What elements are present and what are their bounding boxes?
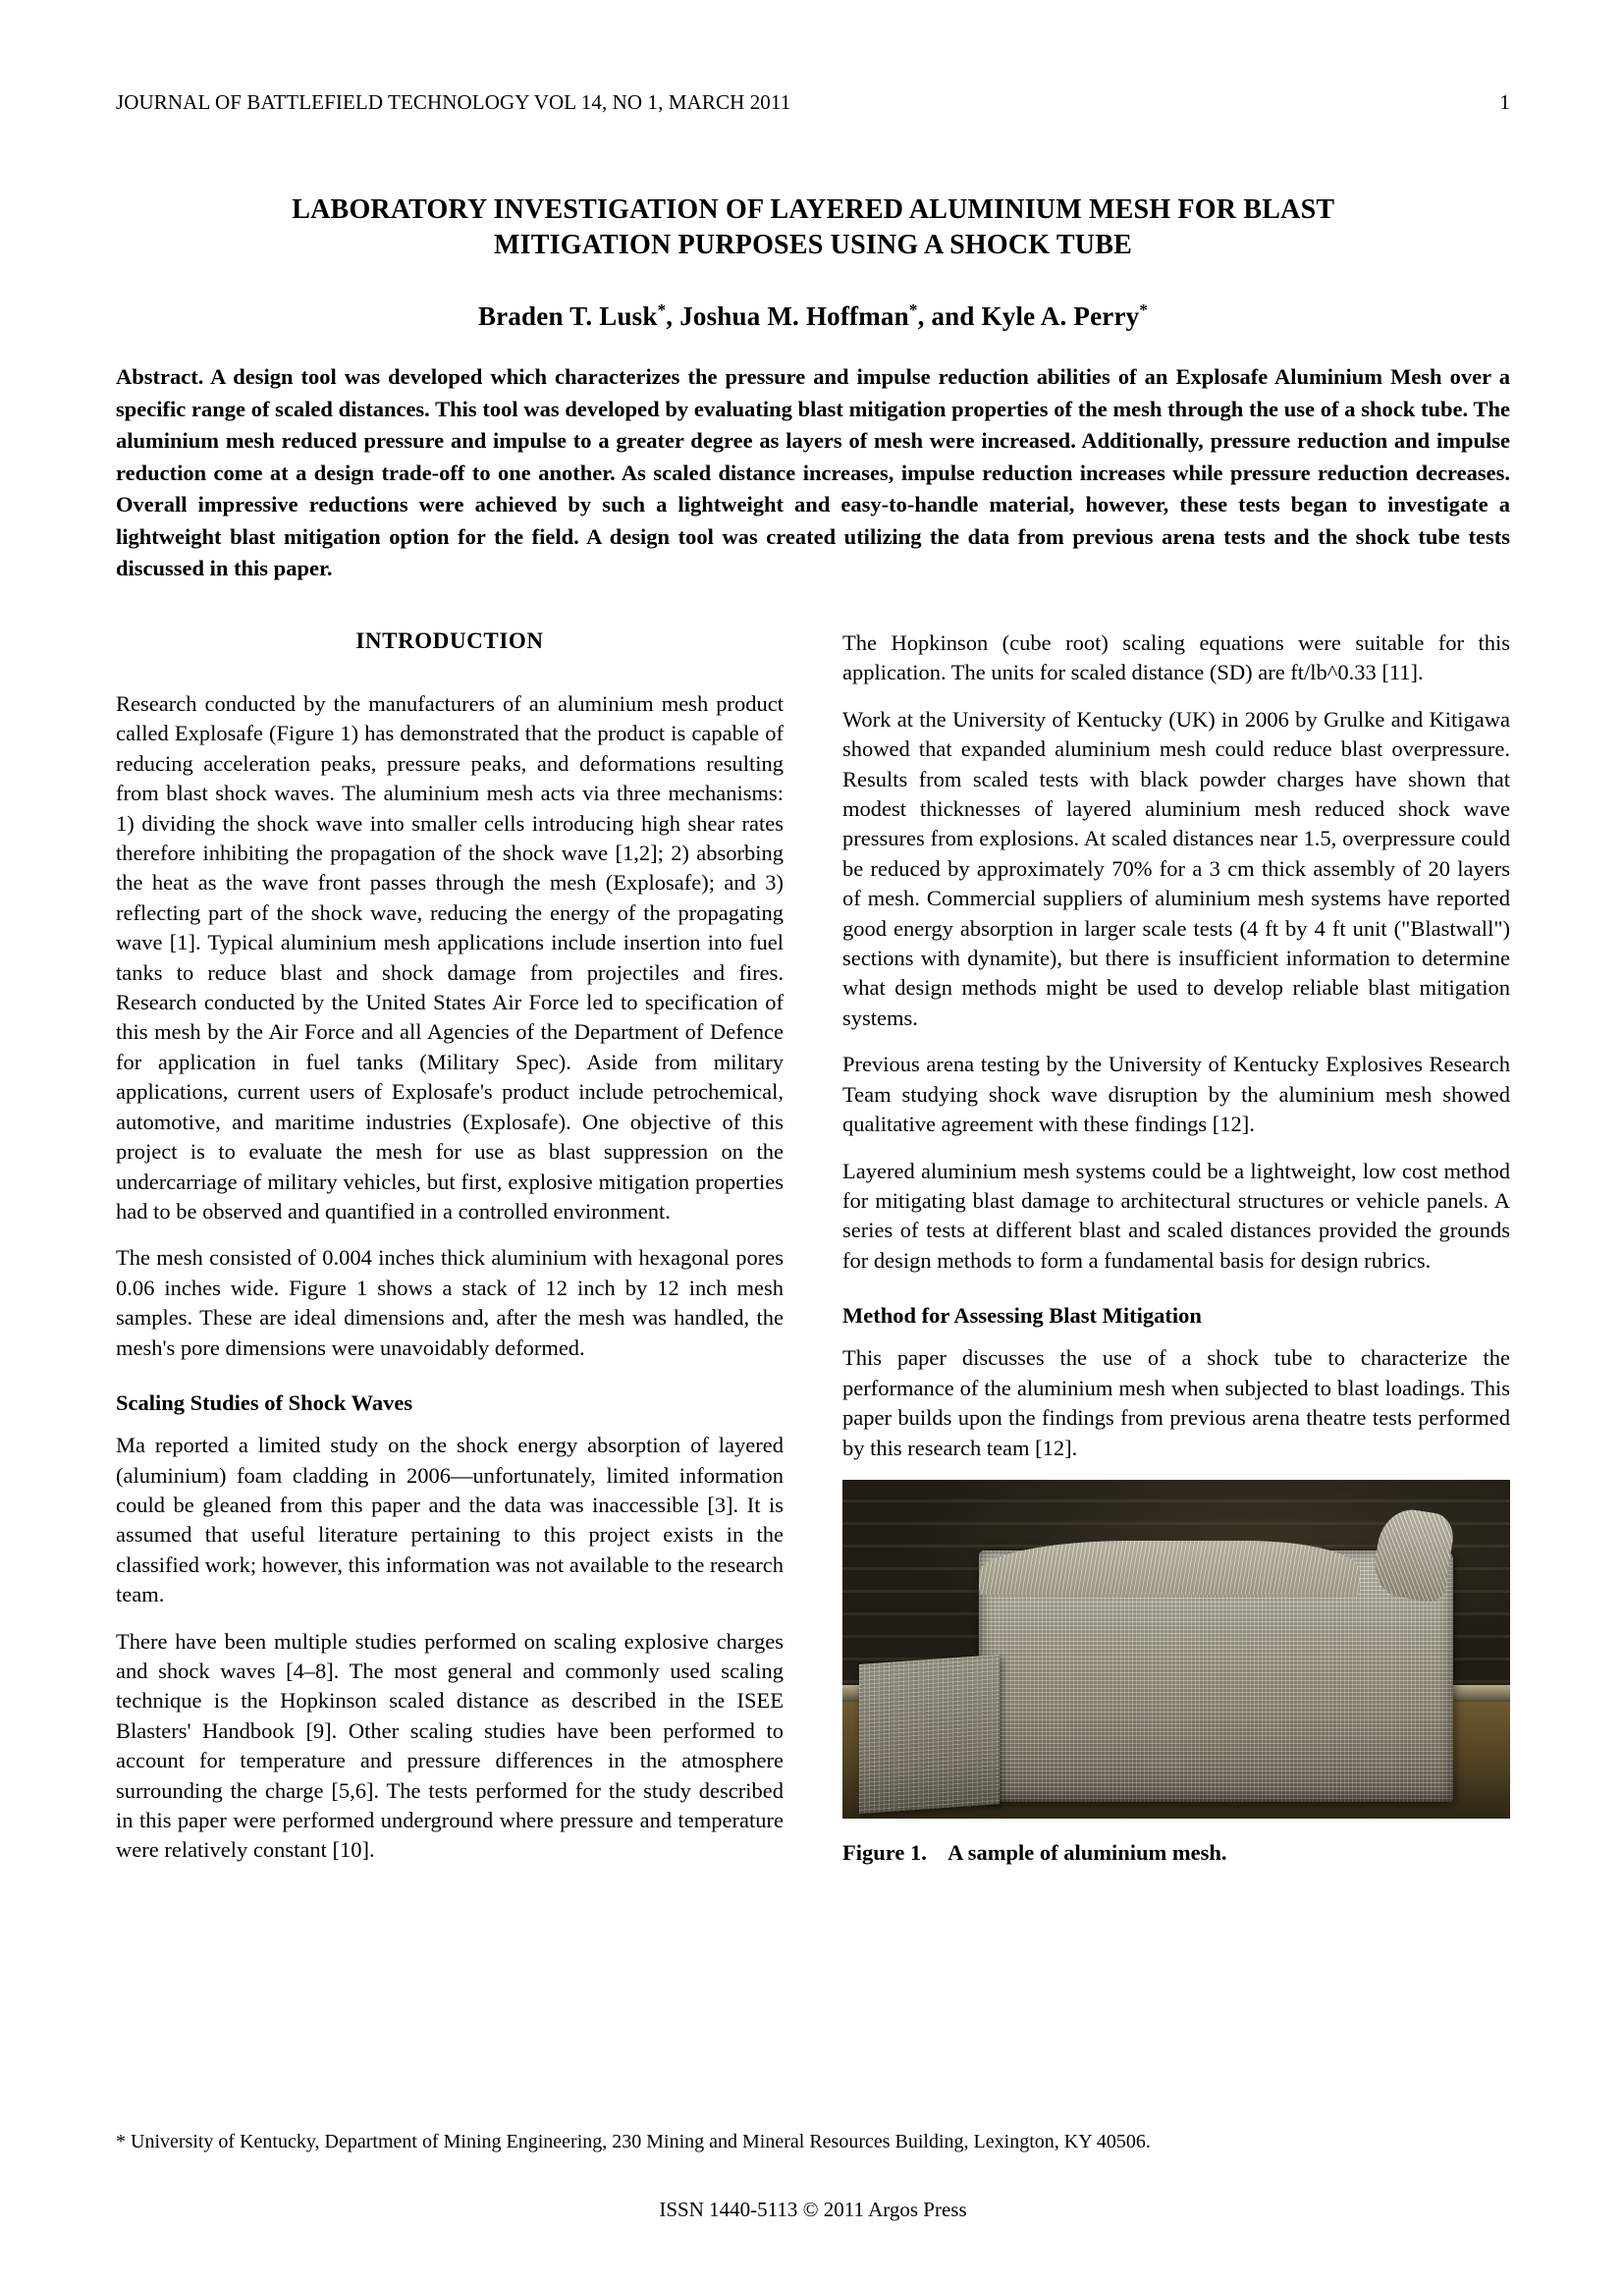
affiliation-footnote: * University of Kentucky, Department of Mining Engineering, 230 Mining and Mineral Resources Building, Lexington, KY 40506. <box>116 2131 1151 2152</box>
body-columns <box>116 628 1510 2072</box>
running-head <box>116 90 1510 115</box>
author-separator-2: , and <box>917 300 982 331</box>
author-2-affiliation-mark: * <box>908 299 918 319</box>
abstract-paragraph: Abstract. A design tool was developed which characterizes the pressure and impulse reduction abilities of an Explosafe Aluminium Mesh over a specific range of scaled distances. This tool was developed by evaluating blast mitigation properties of the mesh through the use of a shock tube. The aluminium mesh reduced pressure and impulse to a greater degree as layers of mesh were increased. Additionally, pressure reduction and impulse reduction come at a design trade-off to one another. As scaled distance increases, impulse reduction increases while pressure reduction decreases. Overall impressive reductions were achieved by such a lightweight and easy-to-handle material, however, these tests began to investigate a lightweight blast mitigation option for the field. A design tool was created utilizing the data from previous arena tests and the shock tube tests discussed in this paper. <box>116 364 1510 580</box>
mesh-top-layer <box>979 1541 1360 1595</box>
right-paragraph-2: Work at the University of Kentucky (UK) in 2006 by Grulke and Kitigawa showed that expanded aluminium mesh could reduce blast overpressure. Results from scaled tests with black powder charges have shown that modest thicknesses of layered aluminium mesh reduced shock wave pressures from explosions. At scaled distances near 1.5, overpressure could be reduced by approximately 70% for a 3 cm thick assembly of 20 layers of mesh. Commercial suppliers of aluminium mesh systems have reported good energy absorption in larger scale tests (4 ft by 4 ft unit ("Blastwall") sections with dynamite), but there is insufficient information to determine what design methods might be used to develop reliable blast mitigation systems. <box>842 706 1510 1030</box>
right-paragraph-3: Previous arena testing by the University of Kentucky Explosives Research Team studying shock wave disruption by the aluminium mesh showed qualitative agreement with these findings [12]. <box>842 1052 1510 1137</box>
author-list <box>116 300 1510 332</box>
paper-title-line1: LABORATORY INVESTIGATION OF LAYERED ALUMINIUM MESH FOR BLAST <box>292 194 1334 225</box>
paper-title-line2: MITIGATION PURPOSES USING A SHOCK TUBE <box>494 229 1132 260</box>
left-paragraph-2: The mesh consisted of 0.004 inches thick aluminium with hexagonal pores 0.06 inches wide. Figure 1 shows a stack of 12 inch by 12 inch mesh samples. These are ideal dimensions and, after the mesh was handled, the mesh's pore dimensions were unavoidably deformed. <box>116 1245 784 1360</box>
figure-1-caption: Figure 1. A sample of aluminium mesh. <box>842 1840 1227 1865</box>
left-paragraph-3: Ma reported a limited study on the shock energy absorption of layered (aluminium) foam cladding in 2006—unfortunately, limited information could be gleaned from this paper and the data was inaccessible [3]. It is assumed that useful literature pertaining to this project exists in the classified work; however, this information was not available to the research team. <box>116 1433 784 1607</box>
left-column <box>116 628 784 1882</box>
author-2: Joshua M. Hoffman <box>679 300 909 331</box>
right-column <box>842 628 1510 1866</box>
paper-title <box>224 192 1402 263</box>
right-paragraph-4: Layered aluminium mesh systems could be a lightweight, low cost method for mitigating blast damage to architectural structures or vehicle panels. A series of tests at different blast and scaled distances provided the grounds for design methods to form a fundamental basis for design rubrics. <box>842 1158 1510 1273</box>
author-3-affiliation-mark: * <box>1139 299 1149 319</box>
right-paragraph-1: The Hopkinson (cube root) scaling equations were suitable for this application. The units for scaled distance (SD) are ft/lb^0.33 [11]. <box>842 630 1510 685</box>
author-3: Kyle A. Perry <box>981 300 1140 331</box>
title-block <box>116 192 1510 332</box>
right-paragraph-5: This paper discusses the use of a shock tube to characterize the performance of the aluminium mesh when subjected to blast loadings. This paper builds upon the findings from previous arena theatre tests performed by this research team [12]. <box>842 1345 1510 1460</box>
author-1: Braden T. Lusk <box>477 300 658 331</box>
author-separator-1: , <box>666 300 680 331</box>
introduction-heading: INTRODUCTION <box>355 628 544 653</box>
author-1-affiliation-mark: * <box>657 299 667 319</box>
page-number: 1 <box>1499 90 1510 114</box>
figure-1 <box>842 1480 1510 1866</box>
scaling-studies-heading: Scaling Studies of Shock Waves <box>116 1389 413 1415</box>
journal-title: JOURNAL OF BATTLEFIELD TECHNOLOGY VOL 14, NO 1, MARCH 2011 <box>116 90 791 114</box>
mesh-single-sample <box>859 1655 1000 1814</box>
left-paragraph-1: Research conducted by the manufacturers of an aluminium mesh product called Explosafe (Figure 1) has demonstrated that the product is capable of reducing acceleration peaks, pressure peaks, and deformations resulting from blast shock waves. The aluminium mesh acts via three mechanisms: 1) dividing the shock wave into smaller cells introducing high shear rates therefore inhibiting the propagation of the shock wave [1,2]; 2) absorbing the heat as the wave front passes through the mesh (Explosafe); and 3) reflecting part of the shock wave, reducing the energy of the propagating wave [1]. Typical aluminium mesh applications include insertion into fuel tanks to reduce blast and shock damage from projectiles and fires. Research conducted by the United States Air Force led to specification of this mesh by the Air Force and all Agencies of the Department of Defence for application in fuel tanks (Military Spec). Aside from military applications, current users of Explosafe's product include petrochemical, automotive, and maritime industries (Explosafe). One objective of this project is to evaluate the mesh for use as blast suppression on the undercarriage of military vehicles, but first, explosive mitigation properties had to be observed and quantified in a controlled environment. <box>116 691 784 1224</box>
issn-copyright-line: ISSN 1440-5113 © 2011 Argos Press <box>659 2198 967 2221</box>
method-heading: Method for Assessing Blast Mitigation <box>842 1303 1202 1329</box>
left-paragraph-4: There have been multiple studies performed on scaling explosive charges and shock waves [4–8]. The most general and commonly used scaling technique is the Hopkinson scaled distance as described in the ISEE Blasters' Handbook [9]. Other scaling studies have been performed to account for temperature and pressure differences in the atmosphere surrounding the charge [5,6]. The tests performed for the study described in this paper were performed underground where pressure and temperature were relatively constant [10]. <box>116 1628 784 1863</box>
aluminium-mesh-photo <box>842 1480 1510 1819</box>
